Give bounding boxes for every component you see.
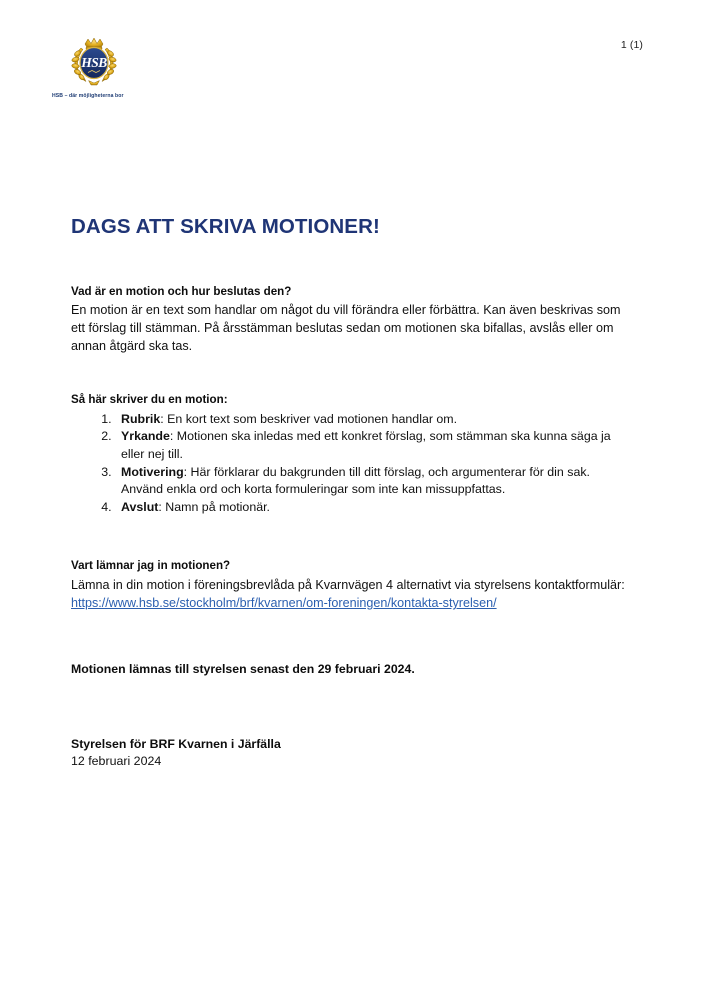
list-item (115, 411, 629, 429)
step-lead: Rubrik (121, 411, 161, 426)
signature-name: Styrelsen för BRF Kvarnen i Järfälla (71, 736, 281, 751)
hsb-logo-block (52, 33, 164, 99)
section-paragraph (71, 577, 629, 613)
svg-text:HSB: HSB (81, 55, 107, 70)
list-item (115, 499, 629, 517)
section-heading: Vart lämnar jag in motionen? (71, 559, 231, 573)
section-deadline (71, 661, 629, 679)
signature-date: 12 februari 2024 (71, 754, 162, 769)
hsb-crest-logo-icon (66, 33, 122, 89)
step-text: : En kort text som beskriver vad motionen handlar om. (160, 411, 458, 426)
section-paragraph: En motion är en text som handlar om något du vill förändra eller förbättra. Kan även beskrivas som ett förslag till stämman. På årsstämman beslutas sedan om motionen ska bifallas, avslås eller om annan åtgärd ska tas. (71, 303, 621, 354)
document-body (71, 215, 629, 771)
list-item (115, 428, 629, 463)
page-header (0, 0, 705, 120)
step-lead: Motivering (121, 464, 184, 479)
section-how-to-write (71, 392, 629, 516)
steps-list (71, 411, 629, 517)
section-heading: Vad är en motion och hur beslutas den? (71, 284, 292, 298)
page-title: DAGS ATT SKRIVA MOTIONER! (71, 215, 380, 238)
step-text: : Motionen ska inledas med ett konkret förslag, som stämman ska kunna säga ja eller nej till. (121, 429, 611, 462)
section-where-to-submit (71, 558, 629, 613)
step-lead: Yrkande (121, 429, 170, 444)
section-heading: Så här skriver du en motion: (71, 393, 228, 407)
submit-instructions-text: Lämna in din motion i föreningsbrevlåda på Kvarnvägen 4 alternativt via styrelsens kontaktformulär: (71, 578, 625, 593)
step-text: : Här förklarar du bakgrunden till ditt förslag, och argumenterar för din sak. Använd enkla ord och korta formuleringar som inte kan missuppfattas. (121, 464, 590, 497)
hsb-logo-tagline: HSB – där möjligheterna bor (52, 93, 124, 99)
step-lead: Avslut (121, 499, 159, 514)
section-what-is-a-motion (71, 284, 629, 356)
section-signature (71, 735, 629, 771)
deadline-text: Motionen lämnas till styrelsen senast den 29 februari 2024. (71, 662, 415, 677)
contact-form-link[interactable]: https://www.hsb.se/stockholm/brf/kvarnen/om-foreningen/kontakta-styrelsen/ (71, 596, 497, 611)
list-item (115, 464, 629, 499)
step-text: : Namn på motionär. (158, 499, 270, 514)
page-number: 1 (1) (620, 39, 643, 51)
